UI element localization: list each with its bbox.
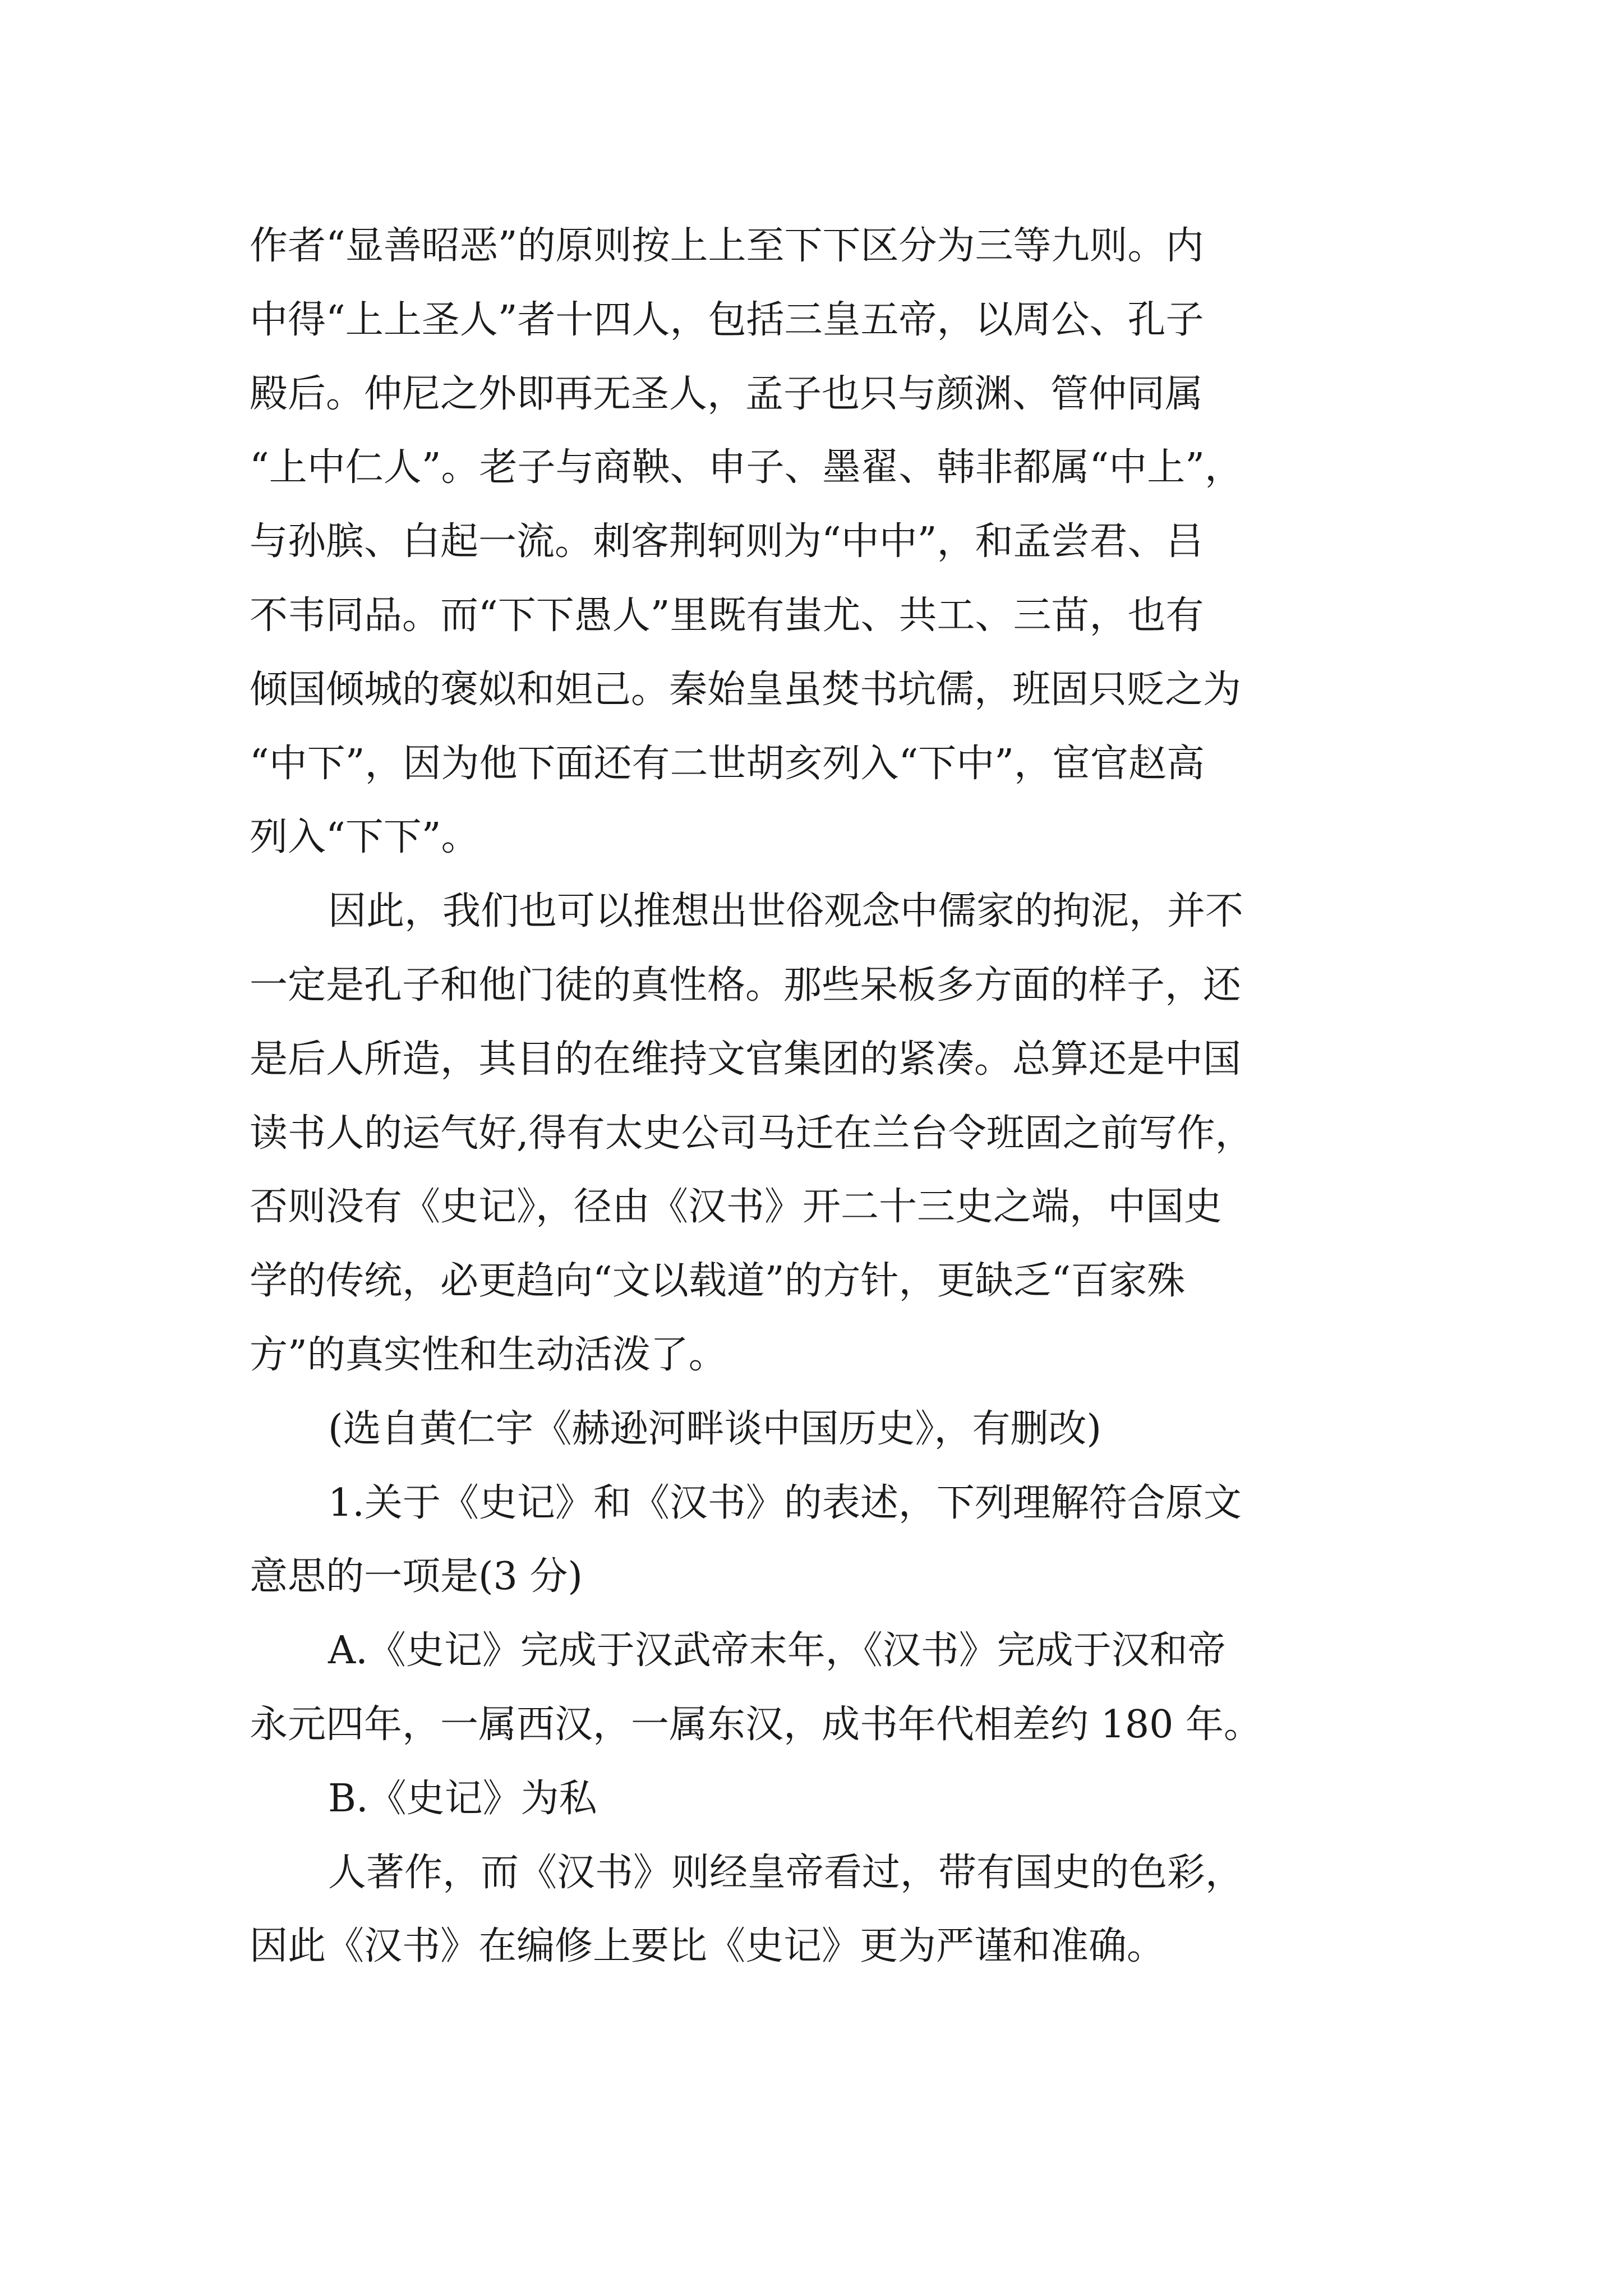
paragraph-line: 因此，我们也可以推想出世俗观念中儒家的拘泥，并不 xyxy=(328,889,1244,934)
paragraph-line: 倾国倾城的褒姒和妲己。秦始皇虽焚书坑儒，班固只贬之为 xyxy=(250,667,1242,712)
paragraph-line: “上中仁人”。老子与商鞅、申子、墨翟、韩非都属“中上”， xyxy=(250,445,1243,490)
paragraph-line: 否则没有《史记》，径由《汉书》开二十三史之端，中国史 xyxy=(250,1185,1223,1230)
paragraph-line: 学的传统，必更趋向“文以载道”的方针，更缺乏“百家殊 xyxy=(250,1259,1186,1304)
paragraph-line: 与孙膑、白起一流。刺客荆轲则为“中中”，和孟尝君、吕 xyxy=(250,519,1204,564)
paragraph-line: 中得“上上圣人”者十四人，包括三皇五帝，以周公、孔子 xyxy=(250,297,1204,342)
paragraph-line: 读书人的运气好,得有太史公司马迁在兰台令班固之前写作， xyxy=(250,1111,1253,1156)
paragraph-line: 方”的真实性和生动活泼了。 xyxy=(250,1332,727,1377)
paragraph-line: 是后人所造，其目的在维持文官集团的紧凑。总算还是中国 xyxy=(250,1037,1242,1082)
paragraph-line: 作者“显善昭恶”的原则按上上至下下区分为三等九则。内 xyxy=(250,224,1204,268)
option-b: 人著作，而《汉书》则经皇帝看过，带有国史的色彩， xyxy=(328,1850,1244,1895)
option-b: 因此《汉书》在编修上要比《史记》更为严谨和准确。 xyxy=(250,1924,1165,1969)
document-body xyxy=(250,209,1394,1984)
paragraph-line: 不韦同品。而“下下愚人”里既有蚩尤、共工、三苗，也有 xyxy=(250,593,1204,638)
paragraph-line: 殿后。仲尼之外即再无圣人，孟子也只与颜渊、管仲同属 xyxy=(250,371,1204,416)
question-stem: 意思的一项是(3 分) xyxy=(250,1554,583,1599)
option-a: 永元四年，一属西汉，一属东汉，成书年代相差约 180 年。 xyxy=(250,1702,1262,1747)
paragraph-line: 一定是孔子和他门徒的真性格。那些呆板多方面的样子，还 xyxy=(250,963,1242,1007)
source-citation: (选自黄仁宇《赫逊河畔谈中国历史》，有删改) xyxy=(328,1406,1102,1451)
paragraph-line: “中下”，因为他下面还有二世胡亥列入“下中”，宦官赵高 xyxy=(250,741,1205,786)
question-stem: 1.关于《史记》和《汉书》的表述，下列理解符合原文 xyxy=(328,1480,1242,1525)
option-a: A.《史记》完成于汉武帝末年，《汉书》完成于汉和帝 xyxy=(328,1628,1226,1673)
paragraph-line: 列入“下下”。 xyxy=(250,815,479,860)
option-b: B.《史记》为私 xyxy=(328,1776,597,1821)
